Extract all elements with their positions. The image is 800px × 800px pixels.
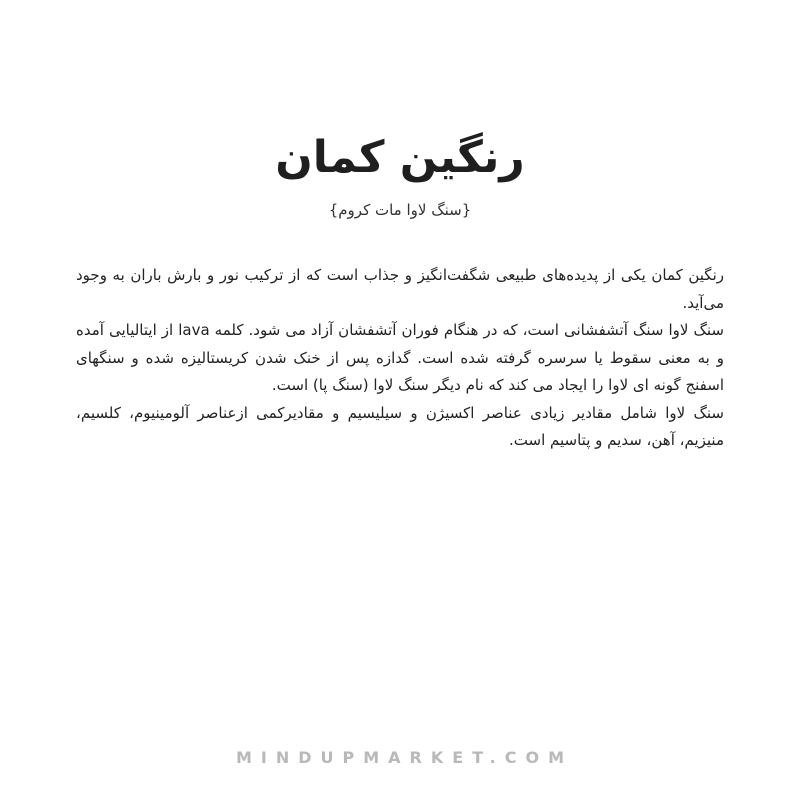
footer-website: MINDUPMARKET.COM bbox=[235, 748, 574, 767]
body-text bbox=[76, 262, 724, 455]
page-subtitle: {سنگ لاوا مات کروم} bbox=[328, 201, 472, 219]
paragraph-rainbow: رنگین کمان یکی از پدیده‌های طبیعی شگفت‌انگیز و جذاب است که از ترکیب نور و بارش باران به وجود می‌آید. bbox=[76, 266, 724, 312]
paragraph-lava-composition: سنگ لاوا شامل مقادیر زیادی عناصر اکسیژن و سیلیسیم و مقادیرکمی ازعناصر آلومینیوم، کلسیم، منیزیم، آهن، سدیم و پتاسیم است. bbox=[76, 403, 724, 449]
page-title: رنگین کمان bbox=[275, 132, 525, 183]
paragraph-lava-origin: سنگ لاوا سنگ آتشفشانی است، که در هنگام فوران آتشفشان آزاد می شود. کلمه lava از ایتالیایی آمده و به معنی سقوط یا سرسره گرفته شده است. گدازه پس از خنک شدن کریستالیزه شده و سنگهای اسفنج گونه ای لاوا را ایجاد می کند که نام دیگر سنگ لاوا (سنگ پا) است. bbox=[76, 321, 724, 394]
